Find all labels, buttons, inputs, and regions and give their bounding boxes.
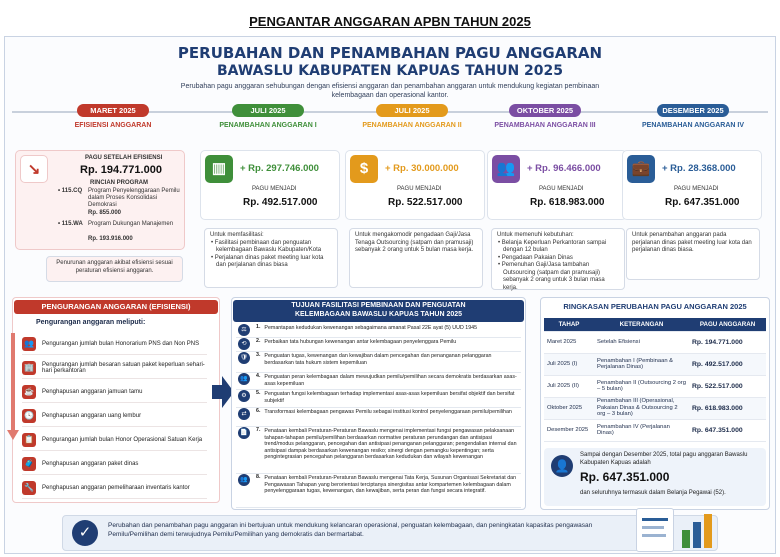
clipboard-line [642, 518, 668, 521]
total-amount: Rp. 647.351.000 [580, 470, 670, 484]
wrench-icon: 🔧 [22, 481, 36, 495]
tujuan-index: 8. [256, 474, 261, 480]
pengurangan-text: Pengurangan jumlah besaran satuan paket keperluan sehari-hari perkantoran [42, 361, 205, 374]
addition-label: PAGU MENJADI [674, 186, 719, 192]
bar-chart-icon: ▥ [205, 155, 233, 183]
timeline-stage: PENAMBAHAN ANGGARAN IV [641, 122, 745, 129]
tujuan-number-icon: 📄 [238, 427, 250, 439]
tujuan-text: Penguatan fungsi kelembagaan terhadap implementasi asas-asas kepemiluan bersifat objektif dan bersifat subjektif [264, 391, 515, 404]
bar-icon [682, 530, 690, 548]
addition-label: PAGU MENJADI [252, 186, 297, 192]
pengurangan-text: Pengurangan jumlah bulan Honor Operasional Satuan Kerja [42, 436, 203, 443]
tujuan-number-icon: ⟲ [238, 338, 250, 350]
summary-keterangan: Penambahan III (Operasional, Pakaian Dinas & Outsourcing 2 org – 3 bulan) [594, 397, 689, 419]
pengurangan-text: Penghapusan anggaran pemeliharaan inventaris kantor [42, 484, 190, 491]
summary-tahap: Juli 2025 (II) [544, 375, 594, 397]
tujuan-item [236, 474, 521, 508]
addition-note-text: Pengadaan Pakaian Dinas [501, 254, 573, 261]
timeline-month: OKTOBER 2025 [509, 104, 581, 117]
clock-icon: 🕓 [22, 409, 36, 423]
summary-row [544, 331, 766, 353]
timeline-month: MARET 2025 [77, 104, 149, 117]
addition-note-text: Fasilitasi pembinaan dan penguatan kelembagaan Bawaslu Kabupaten/Kota [214, 239, 322, 253]
down-arrow-shaft [11, 333, 15, 433]
addition-plus: + Rp. 297.746.000 [240, 163, 319, 174]
tujuan-number-icon: ⚖ [238, 324, 250, 336]
summary-row [544, 397, 766, 419]
summary-keterangan: Penambahan IV (Perjalanan Dinas) [594, 419, 689, 441]
summary-tahap: Oktober 2025 [544, 397, 594, 419]
luggage-icon: 🧳 [22, 457, 36, 471]
tujuan-number-icon: 👥 [238, 474, 250, 486]
summary-pagu: Rp. 492.517.000 [689, 353, 766, 375]
tujuan-text: Penguatan tugas, kewenangan dan kewajiban dalam pencegahan dan penanganan pelanggaran berdasarkan tata hukum sistem kepemiluan [264, 353, 492, 366]
addition-amount: Rp. 618.983.000 [530, 197, 605, 208]
bullet-icon: • [211, 239, 215, 246]
bullet-icon: • [498, 254, 502, 261]
summary-tahap: Juli 2025 (I) [544, 353, 594, 375]
office-icon: 🏢 [22, 361, 36, 375]
tujuan-number-icon: ⚙ [238, 390, 250, 402]
tujuan-number-icon: ⇄ [238, 408, 250, 420]
efisiensi-amount: Rp. 194.771.000 [80, 164, 162, 176]
tujuan-item [236, 373, 521, 390]
pengurangan-item [22, 405, 207, 427]
cup-icon: ☕ [22, 385, 36, 399]
tujuan-index: 5. [256, 390, 261, 396]
summary-pagu: Rp. 647.351.000 [689, 419, 766, 441]
tujuan-text: Penataan kembali Peraturan-Peraturan Bawaslu mengenai Tata Kerja, Susunan Organisasi Sekretariat dan Pengawasan Tahapan yang berorientasi terciptanya sinergisitas antar kompartemen kelembagaan dalam penyelenggaraan tugas, kewenangan, dan kewajiban, serta peran dan fungsi secara integratif. [264, 475, 517, 494]
ringkasan-table [544, 318, 766, 442]
pengurangan-intro: Pengurangan anggaran meliputi: [36, 319, 146, 326]
addition-note-item [632, 232, 754, 255]
summary-keterangan: Setelah Efisiensi [594, 331, 689, 353]
pengurangan-text: Pengurangan jumlah bulan Honorarium PNS dan Non PNS [42, 340, 200, 347]
page-title: PENGANTAR ANGGARAN APBN TAHUN 2025 [249, 14, 531, 29]
timeline-month: DESEMBER 2025 [657, 104, 729, 117]
addition-note-text: Perjalanan dinas paket meeting luar kota dan perjalanan dinas biasa [214, 254, 324, 268]
total-note: dan seluruhnya termasuk dalam Belanja Pegawai (52). [580, 490, 726, 496]
addition-note-text: Untuk mengakomodir pengadaan Gaji/Jasa Tenaga Outsourcing (satpam dan pramusaji) sebanyak 2 orang untuk 5 bulan masa kerja. [355, 232, 474, 253]
timeline-stage: PENAMBAHAN ANGGARAN III [494, 122, 596, 129]
addition-amount: Rp. 522.517.000 [388, 197, 463, 208]
program-name-1: Program Penyelenggaraan Pemilu dalam Proses Konsolidasi Demokrasi [88, 188, 180, 208]
efisiensi-label: PAGU SETELAH EFISIENSI [85, 155, 163, 161]
ringkasan-title: RINGKASAN PERUBAHAN PAGU ANGGARAN 2025 [542, 300, 768, 314]
addition-plus: + Rp. 30.000.000 [385, 163, 459, 174]
tujuan-item [236, 352, 521, 373]
header-line-1: PERUBAHAN DAN PENAMBAHAN PAGU ANGGARAN [177, 44, 603, 62]
efisiensi-note: Penurunan anggaran akibat efisiensi sesuai peraturan efisiensi anggaran. [46, 256, 183, 282]
pengurangan-item [22, 381, 207, 403]
tujuan-index: 3. [256, 352, 261, 358]
bullet-icon: • [211, 254, 215, 261]
addition-note-item [497, 262, 619, 292]
col-keterangan: KETERANGAN [594, 318, 689, 331]
addition-label: PAGU MENJADI [539, 186, 584, 192]
addition-note-item [497, 255, 619, 263]
pengurangan-item [22, 357, 207, 379]
clipboard-line [642, 534, 666, 537]
tujuan-text: Penataan kembali Peraturan-Peraturan Bawaslu mengenai implementasi fungsi pengawasan pelaksanaan tahapan-tahapan pemilu/pemilihan berdasarkan normative peraturan perundangan dan antisipasi trend/modus pelanggaran, pencegahan dan antisipasi penanganan pelanggaran; pengendalian internal dan antisipasi dampak berdasarkan kewenangan resiko; sinergi dengan pemangku kepentingan; serta pengintegrasian pencegahan pelanggaran berdasarkan kedudukan dan wilayah kewenangan [264, 428, 517, 460]
pengurangan-item [22, 453, 207, 475]
tujuan-number-icon: 👥 [238, 373, 250, 385]
program-name-2: Program Dukungan Manajemen [88, 221, 174, 227]
addition-note-item [210, 240, 332, 255]
person-icon: 👤 [551, 455, 573, 477]
col-pagu: PAGU ANGGARAN [689, 318, 766, 331]
addition-note-title: Untuk memenuhi kebutuhan: [497, 232, 574, 238]
tujuan-item [236, 408, 521, 427]
tujuan-item [236, 324, 521, 338]
addition-amount: Rp. 647.351.000 [665, 197, 740, 208]
addition-note-item [497, 240, 619, 255]
tujuan-title-1: TUJUAN FASILITASI PEMBINAAN DAN PENGUATAN [291, 302, 466, 309]
timeline-month: JULI 2025 [376, 104, 448, 117]
arrow-down-icon [7, 430, 19, 440]
clipboard-icon: 📋 [22, 433, 36, 447]
people-icon: 👥 [492, 155, 520, 183]
tujuan-index: 4. [256, 373, 261, 379]
pengurangan-item [22, 429, 207, 451]
briefcase-icon: 💼 [627, 155, 655, 183]
people-icon: 👥 [22, 337, 36, 351]
addition-note-title: Untuk memfasilitasi: [210, 232, 264, 238]
col-tahap: TAHAP [544, 318, 594, 331]
footer-text: Perubahan dan penambahan pagu anggaran ini bertujuan untuk mendukung kelancaran operasional, penguatan kelembagaan, dan peningkatan kapasitas pengawasan Pemilu/Pemilihan demi terwujudnya Pemilu/Pemilihan yang demokratis dan bermartabat. [108, 522, 593, 538]
summary-pagu: Rp. 522.517.000 [689, 375, 766, 397]
pengurangan-text: Penghapusan anggaran jamuan tamu [42, 388, 143, 395]
rincian-title: RINCIAN PROGRAM [90, 180, 148, 186]
tujuan-text: Penguatan peran kelembagaan dalam mewujudkan pemilu/pemilihan secara demokratis berdasarkan asas-asas kepemiluan [264, 374, 517, 387]
tujuan-index: 2. [256, 338, 261, 344]
program-code-1: • 115.CQ [58, 188, 83, 194]
tujuan-number-icon: 🛡 [238, 352, 250, 364]
summary-row [544, 353, 766, 375]
program-amount-2: Rp. 193.916.000 [88, 236, 133, 242]
program-amount-1: Rp. 855.000 [88, 210, 122, 216]
summary-keterangan: Penambahan II (Outsourcing 2 org – 5 bulan) [594, 375, 689, 397]
timeline-month: JULI 2025 [232, 104, 304, 117]
tujuan-text: Transformasi kelembagaan pengawas Pemilu sebagai institusi kontrol penyelenggaraan pemilu/pemilihan [264, 409, 512, 415]
summary-pagu: Rp. 194.771.000 [689, 331, 766, 353]
summary-pagu: Rp. 618.983.000 [689, 397, 766, 419]
tujuan-item [236, 338, 521, 352]
addition-plus: + Rp. 28.368.000 [662, 163, 736, 174]
addition-plus: + Rp. 96.466.000 [527, 163, 601, 174]
total-text: Sampai dengan Desember 2025, total pagu anggaran Bawaslu Kabupaten Kapuas adalah [580, 452, 748, 466]
tujuan-title-2: KELEMBAGAAN BAWASLU KAPUAS TAHUN 2025 [294, 311, 463, 318]
pengurangan-text: Penghapusan anggaran uang lembur [42, 412, 142, 419]
addition-note-box [204, 228, 338, 288]
pengurangan-item [22, 477, 207, 499]
pengurangan-title: PENGURANGAN ANGGARAN (EFISIENSI) [14, 300, 218, 314]
addition-note-text: Pemenuhan Gaji/Jasa tambahan Outsourcing (satpam dan pramusaji) sebanyak 2 orang untuk 3 bulan masa kerja. [501, 262, 605, 291]
addition-note-box [626, 228, 760, 280]
timeline-stage: PENAMBAHAN ANGGARAN II [362, 122, 462, 129]
check-icon: ✓ [72, 520, 98, 546]
tujuan-item [236, 427, 521, 474]
bullet-icon: • [498, 239, 502, 246]
tujuan-index: 6. [256, 408, 261, 414]
header-subtitle: Perubahan pagu anggaran sehubungan dengan efisiensi anggaran dan penambahan anggaran untuk mendukung kegiatan pembinaan kelembagaan dan operasional kantor. [180, 83, 600, 99]
money-icon: $ [350, 155, 378, 183]
addition-amount: Rp. 492.517.000 [243, 197, 318, 208]
tujuan-text: Pemantapan kedudukan kewenangan sebagaimana amanat Pasal 22E ayat (5) UUD 1945 [264, 325, 478, 331]
clipboard-icon [636, 508, 674, 552]
chart-down-icon: ↘ [20, 155, 48, 183]
addition-note-text: Belanja Keperluan Perkantoran sampai dengan 12 bulan [501, 239, 607, 253]
addition-label: PAGU MENJADI [397, 186, 442, 192]
summary-row [544, 375, 766, 397]
program-code-2: • 115.WA [58, 221, 83, 227]
addition-note-item [355, 232, 477, 255]
pengurangan-text: Penghapusan anggaran paket dinas [42, 460, 139, 467]
summary-tahap: Maret 2025 [544, 331, 594, 353]
addition-note-box [349, 228, 483, 288]
addition-note-box [491, 228, 625, 290]
tujuan-index: 1. [256, 324, 261, 330]
bar-icon [693, 522, 701, 548]
header-line-2: BAWASLU KABUPATEN KAPUAS TAHUN 2025 [216, 63, 564, 79]
clipboard-line [642, 526, 664, 529]
summary-tahap: Desember 2025 [544, 419, 594, 441]
summary-row [544, 419, 766, 441]
timeline-stage: PENAMBAHAN ANGGARAN I [219, 122, 317, 129]
timeline-stage: EFISIENSI ANGGARAN [74, 122, 152, 129]
addition-note-text: Untuk penambahan anggaran pada perjalanan dinas paket meeting luar kota dan perjalanan dinas biasa. [632, 232, 752, 253]
bar-icon [704, 514, 712, 548]
tujuan-item [236, 390, 521, 408]
addition-note-item [210, 255, 332, 270]
tujuan-index: 7. [256, 427, 261, 433]
summary-keterangan: Penambahan I (Pembinaan & Perjalanan Dinas) [594, 353, 689, 375]
bullet-icon: • [498, 262, 502, 268]
pengurangan-item [22, 333, 207, 355]
tujuan-text: Perbaikan tata hubungan kewenangan antar kelembagaan penyelenggara Pemilu [264, 339, 457, 345]
